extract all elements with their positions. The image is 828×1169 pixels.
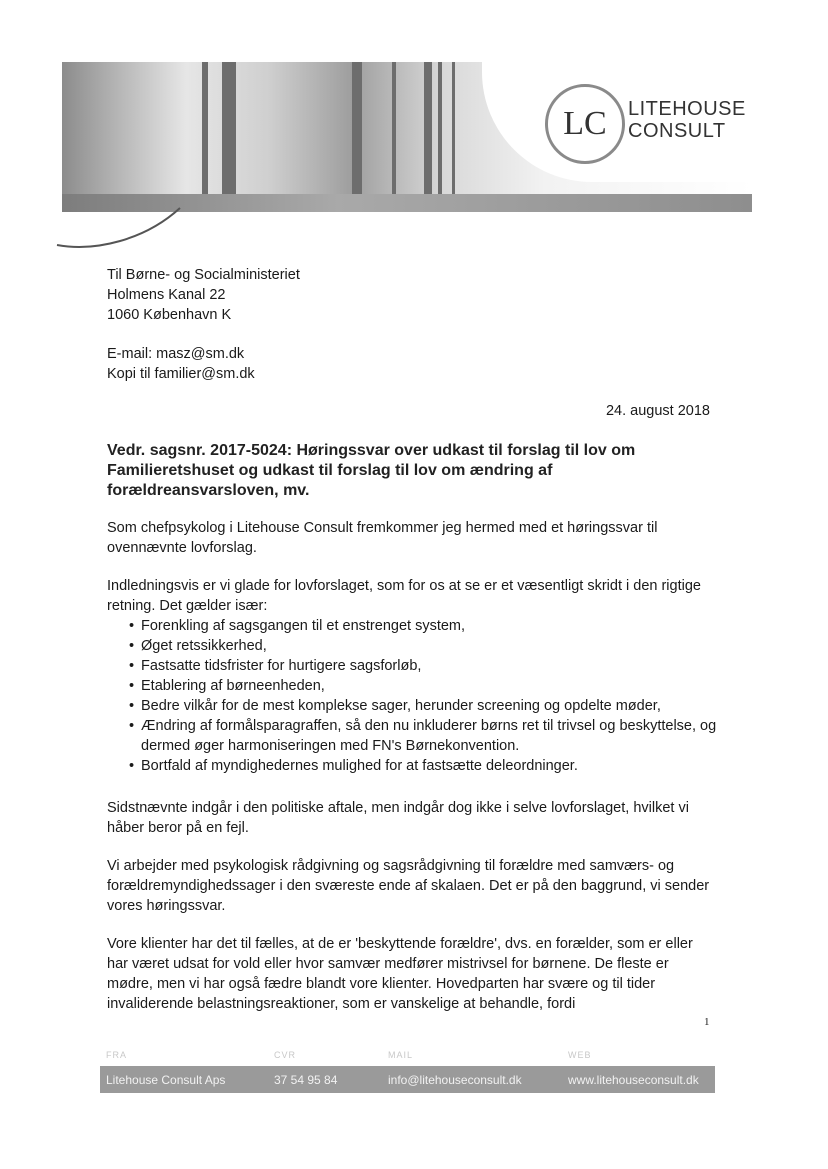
contact-block (107, 344, 255, 384)
banner-stripe (452, 62, 455, 212)
page-number: 1 (704, 1016, 710, 1028)
banner-stripe (202, 62, 208, 212)
list-item: • Ændring af formålsparagraffen, så den nu inkluderer børns ret til trivsel og beskyttelse, og dermed øger harmoniseringen med FN's Børnekonvention. (107, 716, 717, 756)
recipient-street: Holmens Kanal 22 (107, 287, 226, 303)
list-item: • Øget retssikkerhed, (107, 636, 717, 656)
recipient-block (107, 265, 300, 325)
paragraph-intro: Som chefpsykolog i Litehouse Consult fremkommer jeg hermed med et høringssvar til ovennævnte lovforslag. (107, 520, 658, 556)
logo-initials: LC (563, 105, 607, 142)
recipient-city: 1060 København K (107, 307, 232, 323)
logo-line1: LITEHOUSE (628, 98, 746, 120)
paragraph-note: Sidstnævnte indgår i den politiske aftale, men indgår dog ikke i selve lovforslaget, hvilket vi håber beror på en fejl. (107, 800, 689, 836)
list-item: • Etablering af børneenheden, (107, 676, 717, 696)
list-item: • Bortfald af myndighedernes mulighed for at fastsætte deleordninger. (107, 756, 717, 776)
logo-line2: CONSULT (628, 120, 726, 142)
subject-heading: Vedr. sagsnr. 2017-5024: Høringssvar over udkast til forslag til lov om Familieretshuset og udkast til forslag til lov om ændring af forældreansvarsloven, mv. (107, 442, 636, 499)
footer-web-link[interactable]: www.litehouseconsult.dk (568, 1073, 699, 1087)
decorative-swoosh (55, 200, 195, 255)
paragraph-work: Vi arbejder med psykologisk rådgivning og sagsrådgivning til forældre med samværs- og forældremyndighedssager i den sværeste ende af skalaen. Det er på den baggrund, vi sender vores høringssvar. (107, 858, 710, 914)
recipient-name: Til Børne- og Socialministeriet (107, 267, 300, 283)
banner-stripe (438, 62, 442, 212)
footer-label-cvr: CVR (274, 1050, 297, 1060)
list-item: • Fastsatte tidsfrister for hurtigere sagsforløb, (107, 656, 717, 676)
contact-email: E-mail: masz@sm.dk (107, 346, 245, 362)
logo-text (628, 98, 746, 142)
footer-labels (100, 1046, 715, 1064)
logo-circle (545, 84, 625, 164)
footer-label-web: WEB (568, 1050, 592, 1060)
footer-bar (100, 1066, 715, 1093)
footer-label-from: FRA (106, 1050, 127, 1060)
footer-company: Litehouse Consult Aps (106, 1073, 226, 1087)
list-item: • Bedre vilkår for de mest komplekse sager, herunder screening og opdelte møder, (107, 696, 717, 716)
banner-stripe (392, 62, 396, 212)
footer-cvr: 37 54 95 84 (274, 1073, 338, 1087)
banner-stripe (352, 62, 362, 212)
paragraph-opening: Indledningsvis er vi glade for lovforslaget, som for os at se er et væsentligt skridt i den rigtige retning. Det gælder især: (107, 578, 701, 614)
bullet-list (107, 616, 717, 776)
banner-stripe (222, 62, 236, 212)
footer-label-mail: MAIL (388, 1050, 414, 1060)
footer-email-link[interactable]: info@litehouseconsult.dk (388, 1073, 522, 1087)
contact-copy: Kopi til familier@sm.dk (107, 366, 255, 382)
letter-date: 24. august 2018 (605, 403, 710, 419)
paragraph-clients: Vore klienter har det til fælles, at de er 'beskyttende forældre', dvs. en forælder, som er eller har været udsat for vold eller hvor samvær medfører mistrivsel for børnene. De fleste er mødre, men vi har også fædre blandt vore klienter. Hovedparten har svære og til tider invaliderende belastningsreaktioner, som er vanskelige at behandle, fordi (107, 936, 693, 1012)
list-item: • Forenkling af sagsgangen til et enstrenget system, (107, 616, 717, 636)
banner-stripe (424, 62, 432, 212)
